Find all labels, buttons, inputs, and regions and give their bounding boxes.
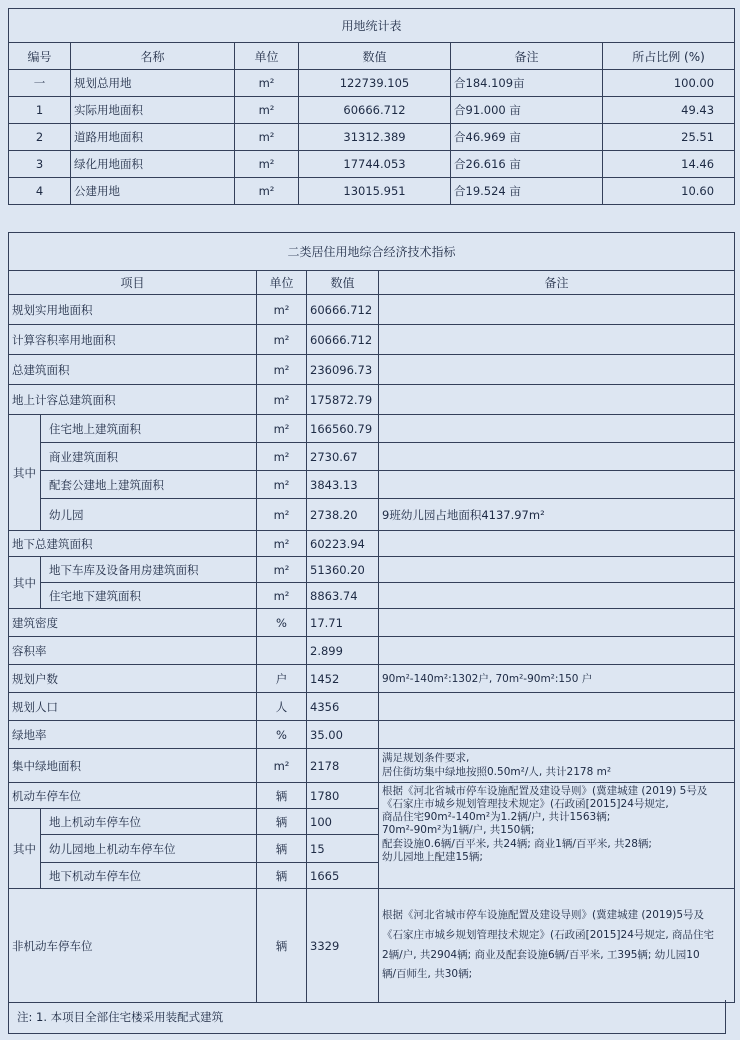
row-note: 合26.616 亩 [451, 151, 603, 178]
table-row [9, 531, 735, 557]
table-row [9, 693, 735, 721]
group-label: 其中 [9, 809, 41, 889]
row-unit: m² [257, 295, 307, 325]
row-pct: 14.46 [603, 151, 735, 178]
row-unit: m² [235, 124, 299, 151]
row-pct: 10.60 [603, 178, 735, 205]
header-cell: 单位 [235, 43, 299, 70]
land-use-table [8, 8, 735, 205]
row-unit: m² [235, 70, 299, 97]
row-item: 住宅地上建筑面积 [41, 415, 257, 443]
row-value: 2730.67 [307, 443, 379, 471]
table-row [9, 665, 735, 693]
group-label: 其中 [9, 557, 41, 609]
row-unit: m² [257, 385, 307, 415]
row-name: 公建用地 [71, 178, 235, 205]
row-note [379, 557, 735, 583]
row-value: 13015.951 [299, 178, 451, 205]
table-row [9, 471, 735, 499]
row-note: 合46.969 亩 [451, 124, 603, 151]
table-row [9, 583, 735, 609]
row-value: 122739.105 [299, 70, 451, 97]
row-item: 容积率 [9, 637, 257, 665]
header-cell: 单位 [257, 271, 307, 295]
row-item: 地下总建筑面积 [9, 531, 257, 557]
row-unit: m² [235, 178, 299, 205]
row-note [379, 415, 735, 443]
row-unit: m² [257, 557, 307, 583]
header-cell: 数值 [307, 271, 379, 295]
row-value: 15 [307, 835, 379, 863]
table-row [9, 749, 735, 783]
row-value: 1665 [307, 863, 379, 889]
row-value: 2738.20 [307, 499, 379, 531]
bike-note: 根据《河北省城市停车设施配置及建设导则》(冀建城建 (2019)5号及 《石家庄市城乡规划管理技术规定》(石政函[2015]24号规定, 商品住宅 2辆/户, 共2904辆; 商业及配套设施6辆/百平米, 工395辆; 幼儿园10 辆/百师生, 共30辆; [379, 889, 735, 1003]
row-unit: m² [235, 97, 299, 124]
table-row [9, 151, 735, 178]
row-item: 总建筑面积 [9, 355, 257, 385]
row-item: 集中绿地面积 [9, 749, 257, 783]
row-item: 地上计容总建筑面积 [9, 385, 257, 415]
row-item: 幼儿园地上机动车停车位 [41, 835, 257, 863]
row-value: 3329 [307, 889, 379, 1003]
tech-indicators-table [8, 232, 735, 1003]
row-name: 绿化用地面积 [71, 151, 235, 178]
table-row [9, 499, 735, 531]
row-note [379, 721, 735, 749]
row-item: 建筑密度 [9, 609, 257, 637]
row-value: 31312.389 [299, 124, 451, 151]
row-item: 规划实用地面积 [9, 295, 257, 325]
row-note [379, 295, 735, 325]
table-row [9, 415, 735, 443]
row-note: 合91.000 亩 [451, 97, 603, 124]
row-note: 合184.109亩 [451, 70, 603, 97]
row-value: 17.71 [307, 609, 379, 637]
row-value: 1780 [307, 783, 379, 809]
row-note [379, 531, 735, 557]
table-row [9, 385, 735, 415]
row-value: 1452 [307, 665, 379, 693]
row-note [379, 355, 735, 385]
row-unit: % [257, 609, 307, 637]
row-name: 道路用地面积 [71, 124, 235, 151]
row-note [379, 385, 735, 415]
header-cell: 备注 [379, 271, 735, 295]
row-unit: % [257, 721, 307, 749]
row-unit [257, 637, 307, 665]
row-note: 满足规划条件要求, 居住街坊集中绿地按照0.50m²/人, 共计2178 m² [379, 749, 735, 783]
row-value: 60223.94 [307, 531, 379, 557]
row-value: 175872.79 [307, 385, 379, 415]
header-cell: 所占比例 (%) [603, 43, 735, 70]
row-item: 计算容积率用地面积 [9, 325, 257, 355]
row-note [379, 583, 735, 609]
land-table-title: 用地统计表 [9, 9, 735, 43]
row-unit: m² [257, 749, 307, 783]
row-note [379, 325, 735, 355]
row-unit: 辆 [257, 889, 307, 1003]
row-note: 合19.524 亩 [451, 178, 603, 205]
row-pct: 25.51 [603, 124, 735, 151]
row-value: 60666.712 [299, 97, 451, 124]
row-unit: 户 [257, 665, 307, 693]
row-no: 4 [9, 178, 71, 205]
row-unit: 辆 [257, 863, 307, 889]
row-value: 100 [307, 809, 379, 835]
row-unit: m² [257, 531, 307, 557]
row-no: 2 [9, 124, 71, 151]
row-unit: 人 [257, 693, 307, 721]
land-table-header-row [9, 43, 735, 70]
row-item: 幼儿园 [41, 499, 257, 531]
row-value: 166560.79 [307, 415, 379, 443]
row-name: 规划总用地 [71, 70, 235, 97]
row-value: 60666.712 [307, 295, 379, 325]
row-note: 9班幼儿园占地面积4137.97m² [379, 499, 735, 531]
header-cell: 备注 [451, 43, 603, 70]
row-item: 规划户数 [9, 665, 257, 693]
table-row [9, 443, 735, 471]
row-item: 配套公建地上建筑面积 [41, 471, 257, 499]
table-row [9, 178, 735, 205]
header-cell: 数值 [299, 43, 451, 70]
row-unit: 辆 [257, 809, 307, 835]
row-unit: m² [257, 443, 307, 471]
row-note: 90m²-140m²:1302户, 70m²-90m²:150 户 [379, 665, 735, 693]
row-value: 35.00 [307, 721, 379, 749]
table-row [9, 721, 735, 749]
row-item: 商业建筑面积 [41, 443, 257, 471]
row-unit: m² [257, 471, 307, 499]
row-note [379, 693, 735, 721]
row-unit: m² [257, 499, 307, 531]
row-item: 非机动车停车位 [9, 889, 257, 1003]
row-note [379, 443, 735, 471]
row-unit: m² [257, 325, 307, 355]
row-unit: 辆 [257, 835, 307, 863]
row-item: 机动车停车位 [9, 783, 257, 809]
row-no: 一 [9, 70, 71, 97]
row-no: 3 [9, 151, 71, 178]
row-item: 住宅地下建筑面积 [41, 583, 257, 609]
header-cell: 编号 [9, 43, 71, 70]
row-unit: 辆 [257, 783, 307, 809]
parking-note: 根据《河北省城市停车设施配置及建设导则》(冀建城建 (2019) 5号及 《石家庄市城乡规划管理技术规定》(石政函[2015]24号规定, 商品住宅90m²-140m²为1.2辆/户, 共计1563辆; 70m²-90m²为1辆/户, 共150辆; 配套设施0.6辆/百平米, 共24辆; 商业1辆/百平米, 共28辆; 幼儿园地上配建15辆; [379, 783, 735, 889]
row-value: 2.899 [307, 637, 379, 665]
group-label: 其中 [9, 415, 41, 531]
table-row [9, 97, 735, 124]
row-value: 51360.20 [307, 557, 379, 583]
row-pct: 49.43 [603, 97, 735, 124]
row-note [379, 609, 735, 637]
table-row [9, 637, 735, 665]
table-row [9, 325, 735, 355]
row-value: 2178 [307, 749, 379, 783]
row-value: 236096.73 [307, 355, 379, 385]
row-note [379, 637, 735, 665]
table-row [9, 70, 735, 97]
table-row [9, 124, 735, 151]
row-value: 17744.053 [299, 151, 451, 178]
row-item: 地上机动车停车位 [41, 809, 257, 835]
row-unit: m² [235, 151, 299, 178]
row-unit: m² [257, 415, 307, 443]
row-value: 8863.74 [307, 583, 379, 609]
header-cell: 名称 [71, 43, 235, 70]
footnote: 注: 1. 本项目全部住宅楼采用装配式建筑 [8, 1000, 726, 1034]
table-row [9, 783, 735, 809]
tech-table-title: 二类居住用地综合经济技术指标 [9, 233, 735, 271]
row-value: 4356 [307, 693, 379, 721]
row-name: 实际用地面积 [71, 97, 235, 124]
row-unit: m² [257, 355, 307, 385]
table-row [9, 609, 735, 637]
row-value: 3843.13 [307, 471, 379, 499]
tech-table-header-row [9, 271, 735, 295]
row-item: 地下机动车停车位 [41, 863, 257, 889]
row-item: 地下车库及设备用房建筑面积 [41, 557, 257, 583]
row-note [379, 471, 735, 499]
row-item: 规划人口 [9, 693, 257, 721]
table-row [9, 557, 735, 583]
row-no: 1 [9, 97, 71, 124]
header-cell: 项目 [9, 271, 257, 295]
row-item: 绿地率 [9, 721, 257, 749]
table-row [9, 295, 735, 325]
table-row [9, 889, 735, 1003]
row-unit: m² [257, 583, 307, 609]
row-pct: 100.00 [603, 70, 735, 97]
row-value: 60666.712 [307, 325, 379, 355]
table-row [9, 355, 735, 385]
